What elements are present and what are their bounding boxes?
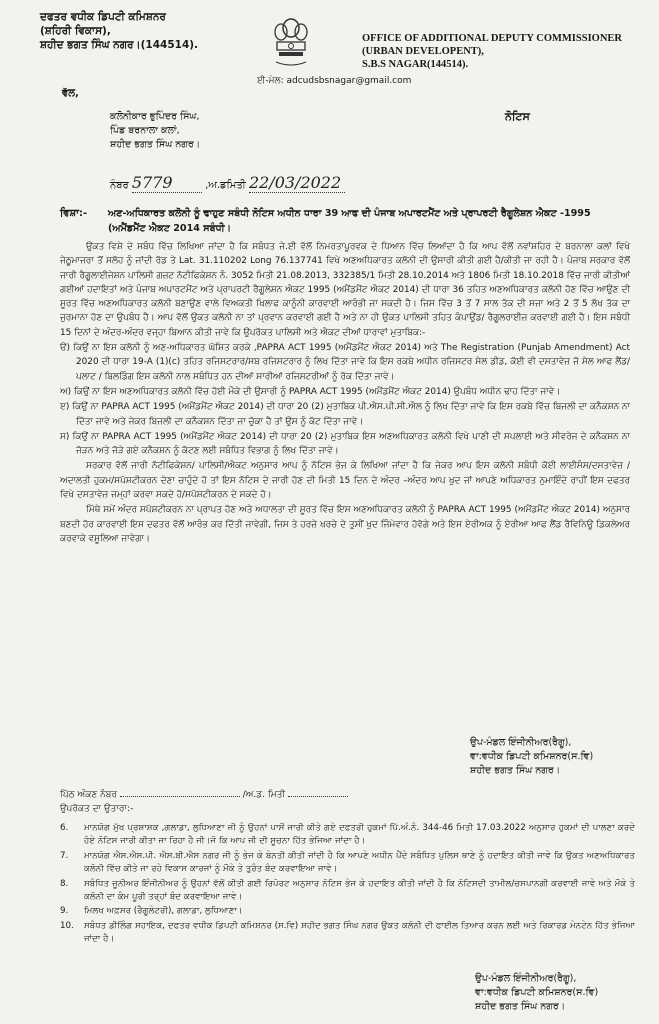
to-label: ਵੱਲ, (62, 88, 79, 99)
signature-line: ਵਾ:ਵਧੀਕ ਡਿਪਟੀ ਕਮਿਸ਼ਨਰ(ਸ.ਵਿ) (470, 751, 594, 762)
list-item: 10. ਸਬੰਧਤ ਡੀਲਿੰਗ ਸਹਾਇਕ, ਦਫਤਰ ਵਧੀਕ ਡਿਪਟੀ ਕਮਿਸ਼ਨਰ (ਸ.ਵਿ) ਸ਼ਹੀਦ ਭਗਤ ਸਿੰਘ ਨਗਰ ਉਕਤ ਕਲੋਨੀ ਦੀ ਫਾਈਲ ਤਿਆਰ ਕਰਨ ਲਈ ਅਤੇ ਰਿਕਾਰਡ ਮੇਨਟੇਨ ਹਿੱਤ ਭੇਜਿਆ ਜਾਂਦਾ ਹੈ। (60, 920, 635, 945)
header-right (362, 32, 622, 71)
address-line: ਕਲੋਨੀਕਾਰ ਭੁਪਿੰਦਰ ਸਿੰਘ, (110, 111, 200, 122)
copy-label: ਉਪਰੋਕਤ ਦਾ ਉਤਾਰਾ:- (60, 804, 134, 814)
email-line: ਈ-ਮੇਲ: adcudsbsnagar@gmail.com (257, 76, 412, 86)
endorse-number-label: ਪਿੱਠ ਅੰਕਣ ਨੰਬਰ (60, 790, 117, 800)
subject-text: ਅਣ-ਅਧਿਕਾਰਤ ਕਲੋਨੀ ਨੂੰ ਢਾਹੁਣ ਸਬੰਧੀ ਨੋਟਿਸ ਅਧੀਨ ਧਾਰਾ 39 ਆਫ ਦੀ ਪੰਜਾਬ ਅਪਾਰਟਮੈਂਟ ਅਤੇ ਪ੍ਰਾਪਰਟੀ ਰੈਗੂਲੇਸ਼ਨ ਐਕਟ -1995 (ਅਮੈਂਡਮੈਂਟ ਐਕਟ 2014 ਸਬੰਧੀ। (108, 208, 591, 234)
signature-line: ਸ਼ਹੀਦ ਭਗਤ ਸਿੰਘ ਨਗਰ। (470, 765, 561, 776)
header-right-line: OFFICE OF ADDITIONAL DEPUTY COMMISSIONER (362, 33, 622, 44)
address-line: ਪਿੰਡ ਬਰਨਾਲਾ ਕਲਾਂ, (110, 125, 180, 136)
endorse-date-label: /ਅ.ਡ. ਮਿਤੀ (242, 790, 286, 800)
body-paragraph: ਉਕਤ ਵਿਸ਼ੇ ਦੇ ਸਬੰਧ ਵਿੱਚ ਲਿਖਿਆ ਜਾਂਦਾ ਹੈ ਕਿ ਸਬੰਧਤ ਜੇ.ਈ ਵੱਲੋਂ ਨਿਮਰਤਾਪੂਰਵਕ ਦੇ ਧਿਆਨ ਵਿੱਚ ਲਿਆਂਦਾ ਹੈ ਕਿ ਆਪ ਵੱਲੋਂ ਨਵਾਂਸ਼ਹਿਰ ਦੇ ਬਰਨਾਲਾ ਕਲਾਂ ਵਿਖੇ ਜੇਠੂਮਾਜਰਾ ਤੋਂ ਸਲੋਹ ਨੂੰ ਜਾਂਦੀ ਰੋਡ ਤੇ Lat. 31.110202 Long 76.137741 ਵਿਖੇ ਅਣਅਧਿਕਾਰਤ ਕਲੋਨੀ ਦੀ ਉਸਾਰੀ ਕੀਤੀ ਗਈ ਹੈ/ਕੀਤੀ ਜਾ ਰਹੀ ਹੈ। ਪੰਜਾਬ ਸਰਕਾਰ ਵੱਲੋਂ ਜਾਰੀ ਰੈਗੂਲਾਈਜੇਸ਼ਨ ਪਾਲਿਸੀ ਗਜ਼ਟ ਨੋਟੀਫਿਕੇਸ਼ਨ ਨੰ. 3052 ਮਿਤੀ 21.08.2013, 332385/1 ਮਿਤੀ 28.10.2014 ਅਤੇ 1806 ਮਿਤੀ 18.10.2018 ਵਿੱਚ ਜਾਰੀ ਕੀਤੀਆਂ ਗਈਆਂ ਹਦਾਇਤਾਂ ਅਤੇ ਪੰਜਾਬ ਅਪਾਰਟਮੈਂਟ ਅਤੇ ਪ੍ਰਾਪਰਟੀ ਰੈਗੂਲੇਸ਼ਨ ਐਕਟ 1995 (ਅਮੈਂਡਮੈਂਟ ਐਕਟ 2014) ਦੀ ਧਾਰਾ 36 ਤਹਿਤ ਅਣਅਧਿਕਾਰਤ ਕਲੋਨੀ ਹੋਣ ਵਿੱਚ ਆਉਣ ਦੀ ਸੂਰਤ ਵਿੱਚ ਅਣਅਧਿਕਾਰਤ ਕਲੋਨੀ ਬਣਾਉਣ ਵਾਲੇ ਵਿਅਕਤੀ ਖਿਲਾਫ ਕਾਨੂੰਨੀ ਕਾਰਵਾਈ ਆਰੰਭੀ ਜਾ ਸਕਦੀ ਹੈ। ਜਿਸ ਵਿੱਚ 3 ਤੋਂ 7 ਸਾਲ ਤੱਕ ਦੀ ਸਜਾ ਅਤੇ 2 ਤੋਂ 5 ਲੱਖ ਤੱਕ ਦਾ ਜੁਰਮਾਨਾ ਹੋਣ ਦਾ ਉਪਬੰਧ ਹੈ। ਆਪ ਵੱਲੋਂ ਉਕਤ ਕਲੋਨੀ ਨਾ ਤਾਂ ਪ੍ਰਵਾਨ ਕਰਵਾਈ ਗਈ ਹੈ ਅਤੇ ਨਾ ਹੀ ਉਕਤ ਪਾਲਿਸੀ ਤਹਿਤ ਕੰਪਾਉਂਡ/ ਰੈਗੂਲਰਾਈਜ਼ ਕਰਵਾਈ ਗਈ ਹੈ। ਇਸ ਸਬੰਧੀ 15 ਦਿਨਾਂ ਦੇ ਅੰਦਰ-ਅੰਦਰ ਵਜ੍ਹਾ ਬਿਆਨ ਕੀਤੀ ਜਾਵੇ ਕਿ ਉਪਰੋਕਤ ਪਾਲਿਸੀ ਅਤੇ ਐਕਟ ਦੀਆਂ ਧਾਰਾਵਾਂ ਮੁਤਾਬਿਕ:- (60, 242, 630, 338)
signature-block (470, 736, 593, 778)
signature-block-footer (475, 972, 598, 1014)
reference-date: 22/03/2022 (248, 173, 342, 192)
signature-line: ਉਪ-ਮੰਡਲ ਇੰਜੀਨੀਅਰ(ਰੈਗੂ), (470, 737, 572, 748)
notice-label: ਨੋਟਿਸ (505, 110, 530, 123)
endorsement (60, 788, 630, 816)
header-right-line: (URBAN DEVELOPENT), (362, 46, 484, 57)
header-left-line: (ਸ਼ਹਿਰੀ ਵਿਕਾਸ), (40, 25, 111, 37)
subject-label: ਵਿਸ਼ਾ:- (60, 208, 88, 219)
header-left (40, 10, 198, 52)
header-right-line: S.B.S NAGAR(144514). (362, 59, 469, 70)
list-item: 8. ਸਬੰਧਿਤ ਜੂਨੀਅਰ ਇੰਜੀਨੀਅਰ ਨੂੰ ਉਹਨਾਂ ਵੱਲੋਂ ਕੀਤੀ ਗਈ ਰਿਪੋਰਟ ਅਨੁਸਾਰ ਨੋਟਿਸ ਭੇਜ ਕੇ ਹਦਾਇਤ ਕੀਤੀ ਜਾਂਦੀ ਹੈ ਕਿ ਨੋਟਿਸਦੀ ਤਾਮੀਲ/ਚਸਪਾਨਗੀ ਕਰਵਾਈ ਜਾਵੇ ਅਤੇ ਮੌਕੇ ਤੇ ਕਲੋਨੀ ਦਾ ਕੰਮ ਪੂਰੀ ਤਰ੍ਹਾਂ ਬੰਦ ਕਰਵਾਇਆ ਜਾਵੇ। (60, 878, 635, 903)
signature-line: ਵਾ:ਵਧੀਕ ਡਿਪਟੀ ਕਮਿਸ਼ਨਰ(ਸ.ਵਿ) (475, 987, 599, 998)
reference-number-label: ਨੰਬਰ (110, 180, 129, 191)
notice-body (60, 240, 630, 547)
body-item: ਸ) ਕਿਉਂ ਨਾ PAPRA ACT 1995 (ਅਮੈਂਡਮੈਂਟ ਐਕਟ 2014) ਦੀ ਧਾਰਾ 20 (2) ਮੁਤਾਬਿਕ ਇਸ ਅਣਅਧਿਕਾਰਤ ਕਲੋਨੀ ਵਿਖੇ ਪਾਣੀ ਦੀ ਸਪਲਾਈ ਅਤੇ ਸੀਵਰੇਜ ਦੇ ਕਨੈਕਸ਼ਨ ਨਾ ਜੋੜਨ ਅਤੇ ਜੋੜੇ ਗਏ ਕਨੈਕਸ਼ਨ ਨੂੰ ਕੱਟਣ ਲਈ ਸਬੰਧਿਤ ਵਿਭਾਗ ਨੂੰ ਲਿਖ ਦਿੱਤਾ ਜਾਵੇ। (60, 431, 630, 457)
signature-line: ਸ਼ਹੀਦ ਭਗਤ ਸਿੰਘ ਨਗਰ। (475, 1001, 566, 1012)
header-left-line: ਦਫਤਰ ਵਧੀਕ ਡਿਪਟੀ ਕਮਿਸ਼ਨਰ (40, 11, 166, 23)
list-item: 9. ਮਿਲਖ ਅਫ਼ਸਰ (ਰੈਗੂਲੇਟਰੀ), ਗਲਾਡਾ, ਲੁਧਿਆਣਾ। (60, 906, 243, 917)
recipient-address (110, 110, 200, 152)
list-item: 6. ਮਾਨਯੋਗ ਮੁੱਖ ਪ੍ਰਸ਼ਾਸ਼ਕ ,ਗਲਾਡਾ, ਲੁਧਿਆਣਾ ਜੀ ਨੂੰ ਉਹਨਾਂ ਪਾਸੋਂ ਜਾਰੀ ਕੀਤੇ ਗਏ ਦਫਤਰੀ ਹੁਕਮਾਂ ਪਿੱ.ਅੰ.ਨੰ. 344-46 ਮਿਤੀ 17.03.2022 ਅਨੁਸਾਰ ਹੁਕਮਾਂ ਦੀ ਪਾਲਣਾ ਕਰਦੇ ਹੋਏ ਨੋਟਿਸ ਜਾਰੀ ਕੀਤਾ ਜਾ ਰਿਹਾ ਹੈ ਜੀ।ਜੋ ਕਿ ਆਪ ਜੀ ਦੀ ਸੂਚਨਾ ਹਿੱਤ ਭੇਜਿਆ ਜਾਂਦਾ ਹੈ। (60, 823, 635, 847)
address-line: ਸ਼ਹੀਦ ਭਗਤ ਸਿੰਘ ਨਗਰ। (110, 139, 201, 150)
list-item: 7. ਮਾਨਯੋਗ ਐਸ.ਐਸ.ਪੀ. ਐਸ.ਬੀ.ਐਸ ਨਗਰ ਜੀ ਨੂੰ ਭੇਜ ਕੇ ਬੇਨਤੀ ਕੀਤੀ ਜਾਂਦੀ ਹੈ ਕਿ ਆਪਣੇ ਅਧੀਨ ਪੈਂਦੇ ਸਬੰਧਿਤ ਪੁਲਿਸ ਥਾਣੇ ਨੂੰ ਹਦਾਇਤ ਕੀਤੀ ਜਾਵੇ ਕਿ ਉਕਤ ਅਣਅਧਿਕਾਰਤ ਕਲੋਨੀ ਵਿੱਚ ਕੀਤੇ ਜਾ ਰਹੇ ਵਿਕਾਸ ਕਾਰਜਾਂ ਨੂੰ ਮੌਕੇ ਤੇ ਤੁਰੰਤ ਬੰਦ ਕਰਵਾਇਆ ਜਾਵੇ। (60, 850, 635, 875)
body-paragraph: ਮਿੱਥੇ ਸਮੇਂ ਅੰਦਰ ਸਪੱਸ਼ਟੀਕਰਨ ਨਾ ਪ੍ਰਾਪਤ ਹੋਣ ਅਤੇ ਅਧਾਲਤਾ ਦੀ ਸੂਰਤ ਵਿੱਚ ਇਸ ਅਣਅਧਿਕਾਰਤ ਕਲੋਨੀ ਨੂੰ PAPRA ACT 1995 (ਅਮੈਂਡਮੈਂਟ ਐਕਟ 2014) ਅਨੁਸਾਰ ਬਣਦੀ ਹੋਰ ਕਾਰਵਾਈ ਇਸ ਦਫਤਰ ਵੱਲੋਂ ਆਰੰਭ ਕਰ ਦਿੱਤੀ ਜਾਵੇਗੀ, ਜਿਸ ਤੇ ਹਰਜ਼ੇ ਖਰਚੇ ਦੇ ਤੁਸੀਂ ਖੁਦ ਜਿੰਮੇਵਾਰ ਹੋਵੋਗੇ ਅਤੇ ਇਸ ਏਰੀਅਕ ਨੂੰ ਏਰੀਆ ਆਫ ਲੈਂਡ ਰੈਵਿਨਿਊ ਡਿਕਲੇਅਰ ਕਰਵਾਕੇ ਵਸੂਲਿਆ ਜਾਵੇਗਾ। (60, 505, 630, 544)
body-item: ਅ) ਕਿਉਂ ਨਾ ਇਸ ਅਣਅਧਿਕਾਰਤ ਕਲੋਨੀ ਵਿੱਚ ਹੋਈ ਮੌਕੇ ਦੀ ਉਸਾਰੀ ਨੂੰ PAPRA ACT 1995 (ਅਮੈਂਡਮੈਂਟ ਐਕਟ 2014) ਉਪਬੰਧ ਅਧੀਨ ਢਾਹ ਦਿੱਤਾ ਜਾਵੇ। (60, 386, 561, 397)
body-item: ੲ) ਕਿਉਂ ਨਾ PAPRA ACT 1995 (ਅਮੈਂਡਮੈਂਟ ਐਕਟ 2014) ਦੀ ਧਾਰਾ 20 (2) ਮੁਤਾਬਿਕ ਪੀ.ਐਸ.ਪੀ.ਸੀ.ਐਲ ਨੂੰ ਲਿਖ ਦਿੱਤਾ ਜਾਵੇ ਕਿ ਇਸ ਰਕਬੇ ਵਿੱਚ ਬਿਜਲੀ ਦਾ ਕਨੈਕਸ਼ਨ ਨਾ ਦਿੱਤਾ ਜਾਵੇ ਅਤੇ ਜੇਕਰ ਬਿਜਲੀ ਦਾ ਕਨੈਕਸ਼ਨ ਦਿੱਤਾ ਜਾ ਚੁੱਕਾ ਹੈ ਤਾਂ ਉਸ ਨੂੰ ਕੱਟ ਦਿੱਤਾ ਜਾਵੇ। (60, 402, 630, 427)
copy-list (60, 822, 635, 948)
state-emblem-icon (268, 16, 314, 70)
body-paragraph: ਸਰਕਾਰ ਵੱਲੋਂ ਜਾਰੀ ਨੋਟੀਫਿਕੇਸ਼ਨ/ ਪਾਲਿਸੀ/ਐਕਟ ਅਨੁਸਾਰ ਆਪ ਨੂੰ ਨੋਟਿਸ ਭੇਜ ਕੇ ਲਿਖਿਆ ਜਾਂਦਾ ਹੈ ਕਿ ਜੇਕਰ ਆਪ ਇਸ ਕਲੋਨੀ ਸਬੰਧੀ ਕੋਈ ਲਾਈਸੰਸ/ਦਸਤਾਵੇਜ਼ /ਅਦਾਲਤੀ ਹੁਕਮ/ਸਪੱਸ਼ਟੀਕਰਨ ਦੇਣਾ ਚਾਹੁੰਦੇ ਹੋ ਤਾਂ ਇਸ ਨੋਟਿਸ ਦੇ ਜਾਰੀ ਹੋਣ ਦੀ ਮਿਤੀ 15 ਦਿਨ ਦੇ ਅੰਦਰ –ਅੰਦਰ ਆਪ ਖੁਦ ਜਾਂ ਆਪਣੇ ਅਧਿਕਾਰਤ ਨੁਮਾਇੰਦੇ ਰਾਹੀਂ ਇਸ ਦਫਤਰ ਵਿਖੇ ਦਸਤਾਵੇਜ਼ ਜਮ੍ਹਾਂ ਕਰਵਾ ਸਕਦੇ ਹੋ/ਸਪੱਸ਼ਟੀਕਰਨ ਦੇ ਸਕਦੇ ਹੋ। (60, 461, 630, 501)
reference-number: 5779 (131, 173, 173, 192)
reference-date-label: ,ਅ.ਡਮਿਤੀ (205, 180, 246, 191)
header-left-line: ਸ਼ਹੀਦ ਭਗਤ ਸਿੰਘ ਨਗਰ।(144514). (40, 39, 199, 51)
reference-line (110, 173, 345, 193)
signature-line: ਉਪ-ਮੰਡਲ ਇੰਜੀਨੀਅਰ(ਰੈਗੂ), (475, 973, 577, 984)
body-item: ੳ) ਕਿਉਂ ਨਾ ਇਸ ਕਲੋਨੀ ਨੂੰ ਅਣ-ਅਧਿਕਾਰਤ ਘੋਸ਼ਿਤ ਕਰਕੇ ,PAPRA ACT 1995 (ਅਮੈਂਡਮੈਂਟ ਐਕਟ 2014) ਅਤੇ The Registration (Punjab Amendment) Act 2020 ਦੀ ਧਾਰਾ 19-A (1)(c) ਤਹਿਤ ਰਜਿਸਟਰਾਰ/ਸਬ ਰਜਿਸਟਰਾਰ ਨੂੰ ਲਿਖ ਦਿੱਤਾ ਜਾਵੇ ਕਿ ਇਸ ਰਕਬੇ ਅਧੀਨ ਰਜਿਸਟਰ ਸੇਲ ਡੀਡ, ਕੋਈ ਵੀ ਦਸਤਾਵੇਜ਼ ਜੋ ਸੇਲ ਆਫ ਲੈਂਡ/ ਪਲਾਟ / ਬਿਲਡਿੰਗ ਇਸ ਕਲੋਨੀ ਨਾਲ ਸਬੰਧਿਤ ਹਨ ਦੀਆਂ ਸਾਰੀਆਂ ਰਜਿਸਟਰੀਆਂ ਨੂੰ ਰੋਕ ਦਿੱਤਾ ਜਾਵੇ। (60, 343, 630, 382)
